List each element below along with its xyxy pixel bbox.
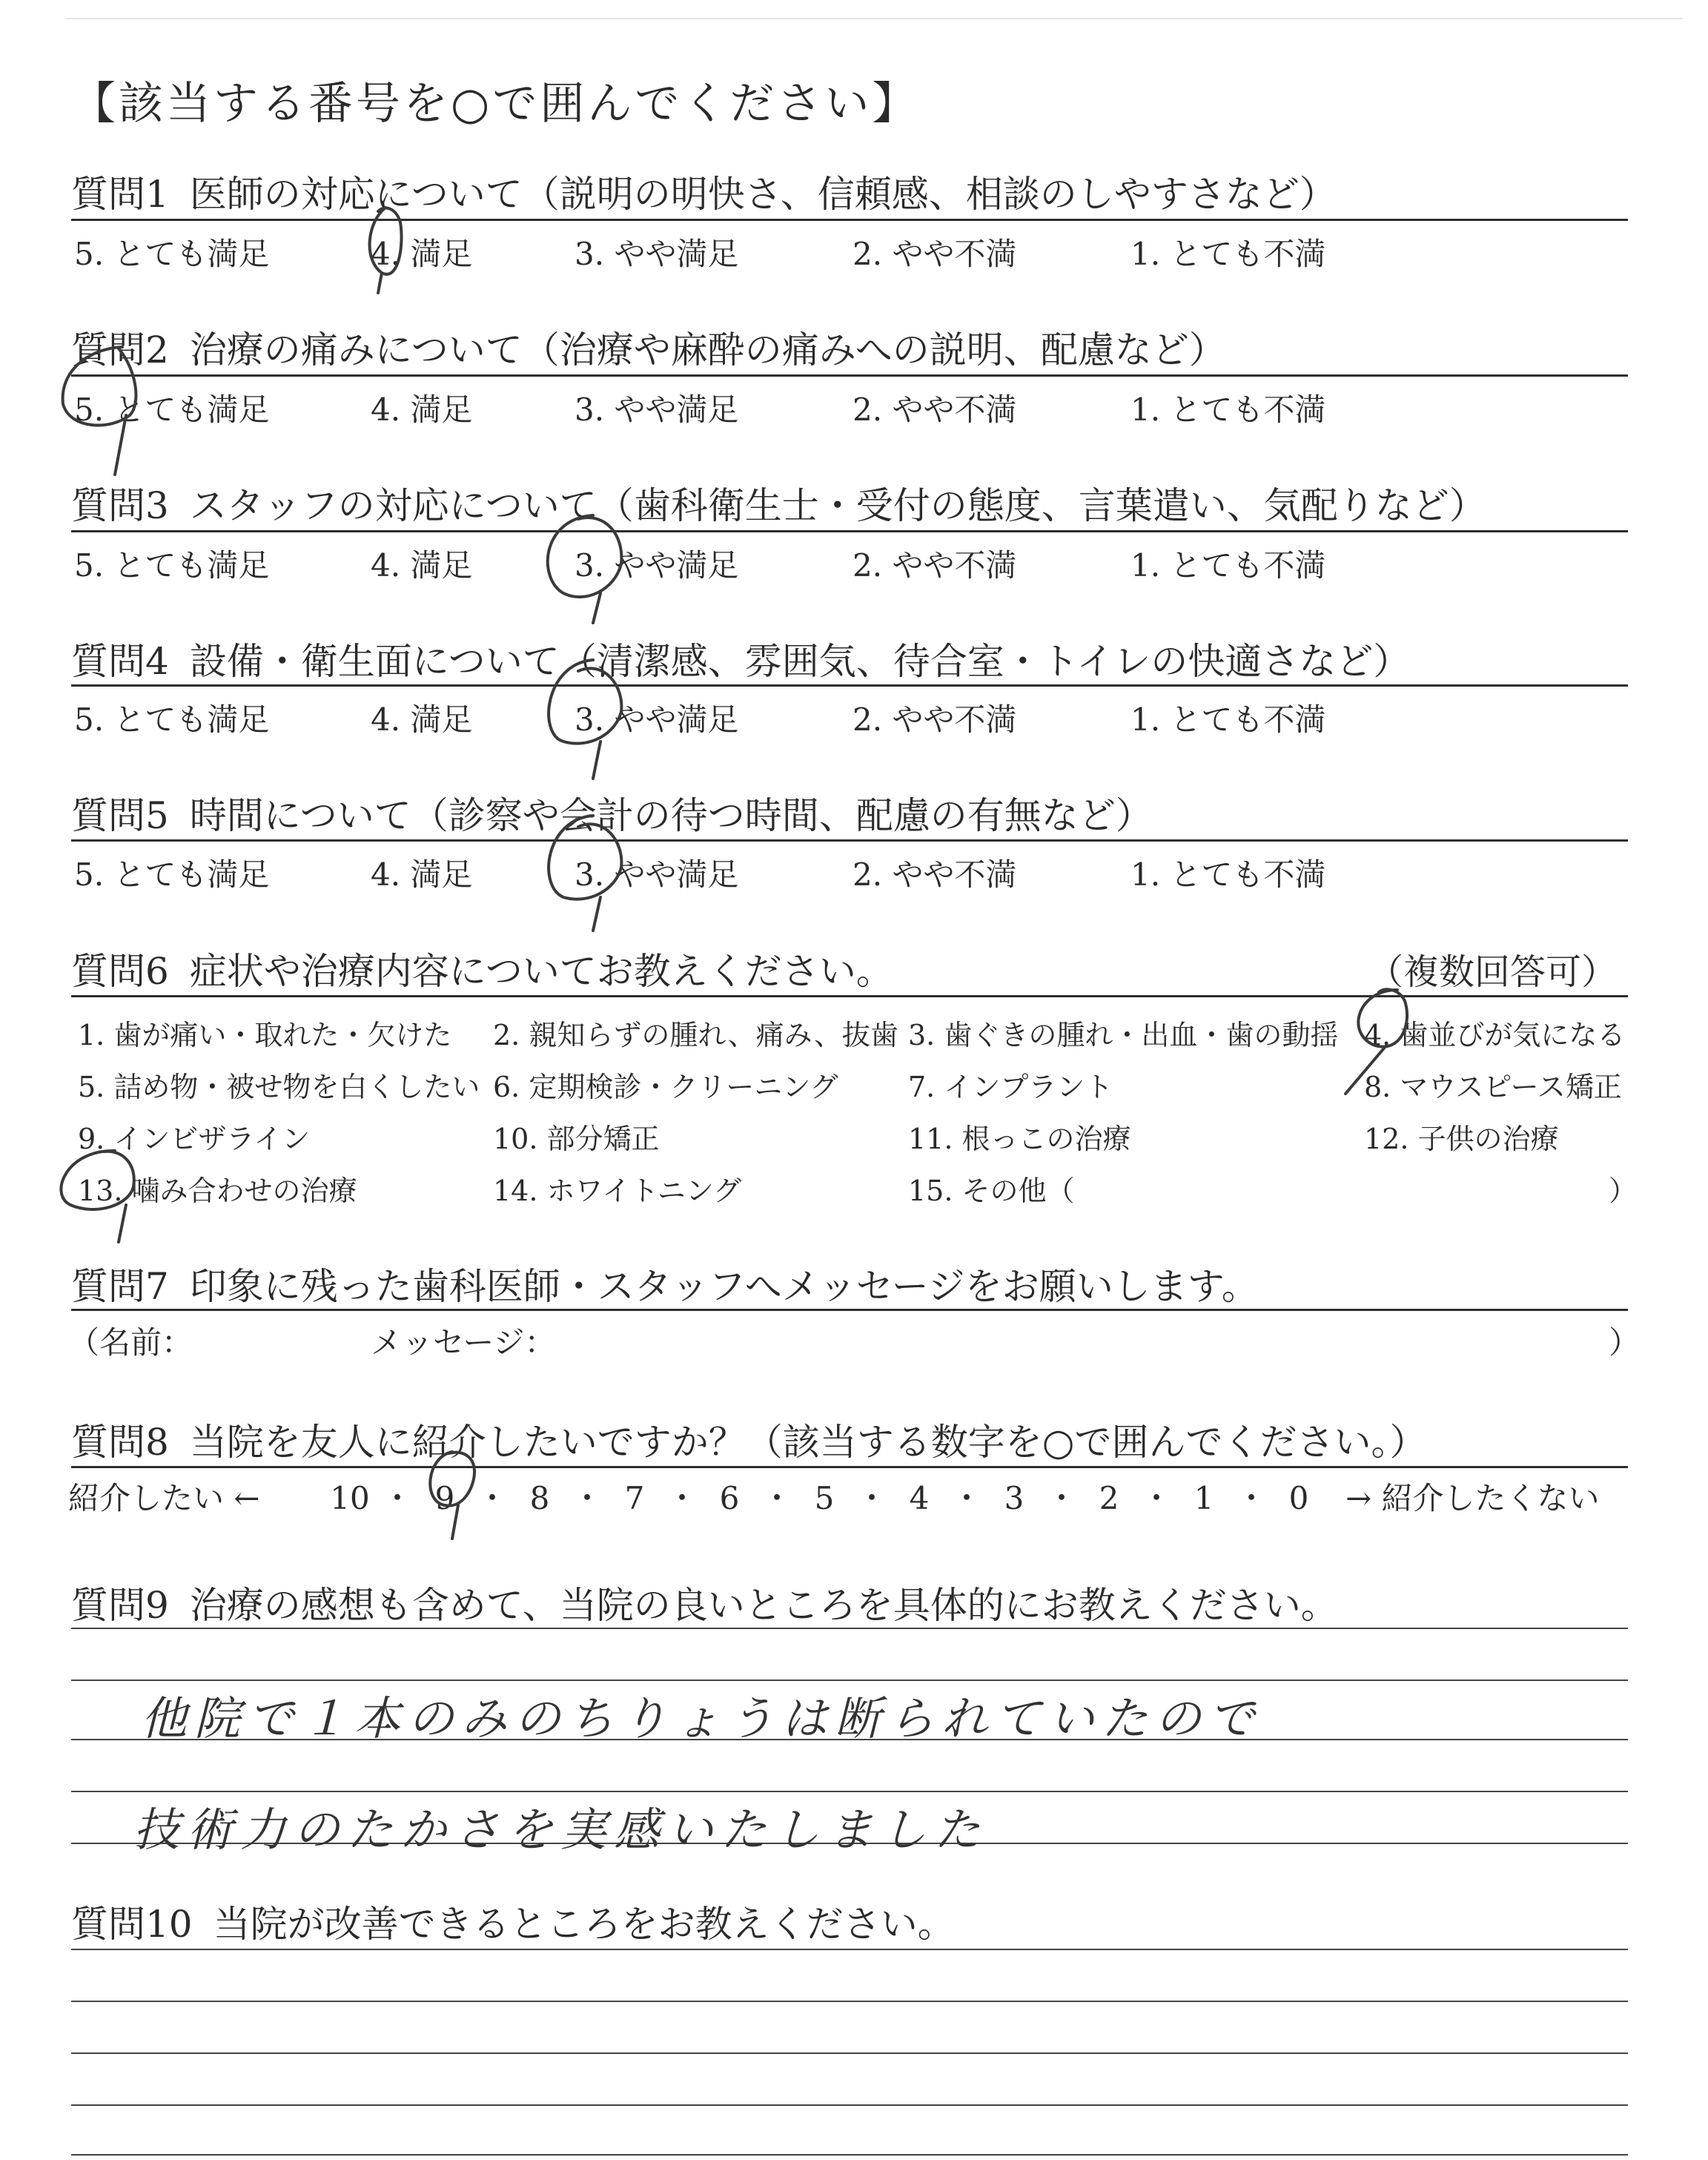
answer-line: [71, 2154, 1628, 2156]
q3-option-2[interactable]: 2. やや不満: [853, 547, 1017, 584]
question-text: 印象に残った歯科医師・スタッフへメッセージをお願いします。: [189, 1265, 1259, 1308]
scale-value-10[interactable]: 10: [330, 1480, 370, 1516]
scale-separator: ・: [1235, 1480, 1267, 1516]
form-title: 【該当する番号を○で囲んでください】: [71, 78, 920, 130]
q6-option-2[interactable]: 2. 親知らずの腫れ、痛み、抜歯: [493, 1019, 898, 1051]
q3-option-3[interactable]: 3. やや満足: [575, 547, 739, 584]
q7-close-paren: ）: [1609, 1324, 1641, 1361]
question-number: 質問6: [71, 950, 169, 993]
q1-option-1[interactable]: 1. とても不満: [1131, 236, 1326, 272]
question-number: 質問4: [71, 640, 169, 683]
question-rule: [71, 374, 1628, 377]
q2-option-1[interactable]: 1. とても不満: [1131, 392, 1326, 428]
q3-option-5[interactable]: 5. とても満足: [74, 547, 270, 584]
q1-option-2[interactable]: 2. やや不満: [853, 236, 1017, 272]
q2-option-3[interactable]: 3. やや満足: [575, 392, 739, 428]
question-10: [71, 1895, 955, 1948]
question-2: [71, 320, 1226, 374]
question-number: 質問1: [71, 173, 169, 216]
scale-separator: ・: [761, 1480, 792, 1516]
question-text: 治療の感想も含めて、当院の良いところを具体的にお教えください。: [189, 1584, 1338, 1627]
scale-separator: ・: [1140, 1480, 1172, 1516]
q5-option-3[interactable]: 3. やや満足: [575, 856, 739, 893]
q4-option-2[interactable]: 2. やや不満: [853, 701, 1017, 738]
question-6: [71, 942, 893, 995]
q4-option-3[interactable]: 3. やや満足: [575, 701, 739, 738]
q6-option-12[interactable]: 12. 子供の治療: [1364, 1123, 1559, 1155]
scale-value-1[interactable]: 1: [1194, 1480, 1214, 1516]
scale-value-9[interactable]: 9: [434, 1480, 455, 1516]
question-text: 症状や治療内容についてお教えください。: [189, 950, 893, 993]
scale-separator: ・: [1045, 1480, 1077, 1516]
q6-option-9[interactable]: 9. インビザライン: [78, 1123, 311, 1155]
q6-option-8[interactable]: 8. マウスピース矯正: [1364, 1071, 1622, 1103]
question-rule: [71, 684, 1628, 687]
question-1: [71, 165, 1337, 218]
question-9: [71, 1576, 1338, 1629]
question-number: 質問9: [71, 1584, 169, 1627]
scale-separator: ・: [476, 1480, 508, 1516]
answer-line: [71, 2001, 1628, 2002]
question-number: 質問3: [71, 484, 169, 527]
q4-option-1[interactable]: 1. とても不満: [1131, 701, 1326, 738]
question-rule: [71, 839, 1628, 842]
recommend-scale: [326, 1474, 1323, 1519]
recommend-right-label: → 紹介したくない: [1345, 1480, 1600, 1516]
page-top-edge: [67, 18, 1683, 19]
question-number: 質問8: [71, 1421, 169, 1464]
q4-option-4[interactable]: 4. 満足: [371, 701, 473, 738]
multiple-answer-note: （複数回答可）: [1368, 951, 1618, 993]
answer-line: [71, 1949, 1628, 1950]
question-rule: [71, 1466, 1628, 1468]
q6-other-close-paren: ）: [1609, 1175, 1638, 1207]
scale-value-2[interactable]: 2: [1099, 1480, 1119, 1516]
question-rule: [71, 219, 1628, 221]
handwritten-answer-line-1: 他院で１本のみのちりょうは断られていたので: [141, 1691, 1262, 1745]
scale-separator: ・: [666, 1480, 698, 1516]
name-label: （名前：: [68, 1324, 193, 1361]
question-5: [71, 786, 1153, 839]
q3-option-4[interactable]: 4. 満足: [371, 547, 473, 584]
q3-option-1[interactable]: 1. とても不満: [1131, 547, 1326, 584]
question-number: 質問5: [71, 794, 169, 837]
q1-option-4[interactable]: 4. 満足: [371, 236, 473, 272]
q6-option-15[interactable]: 15. その他（: [908, 1175, 1075, 1207]
scale-value-5[interactable]: 5: [814, 1480, 835, 1516]
scale-value-8[interactable]: 8: [529, 1480, 550, 1516]
message-label: メッセージ：: [371, 1324, 556, 1361]
q6-option-1[interactable]: 1. 歯が痛い・取れた・欠けた: [78, 1019, 452, 1051]
question-text: スタッフの対応について（歯科衛生士・受付の態度、言葉遣い、気配りなど）: [189, 484, 1486, 527]
q6-option-14[interactable]: 14. ホワイトニング: [493, 1175, 742, 1207]
q6-option-10[interactable]: 10. 部分矯正: [493, 1123, 660, 1155]
scale-separator: ・: [855, 1480, 887, 1516]
scale-separator: ・: [381, 1480, 413, 1516]
answer-line: [71, 2104, 1628, 2106]
question-8: [71, 1413, 1426, 1466]
q5-option-4[interactable]: 4. 満足: [371, 856, 473, 893]
scale-value-7[interactable]: 7: [624, 1480, 645, 1516]
question-text: 設備・衛生面について（清潔感、雰囲気、待合室・トイレの快適さなど）: [189, 640, 1411, 683]
answer-line: [71, 1628, 1628, 1629]
q2-option-5[interactable]: 5. とても満足: [74, 392, 270, 428]
answer-line: [71, 2052, 1628, 2054]
q1-option-3[interactable]: 3. やや満足: [575, 236, 739, 272]
q6-option-7[interactable]: 7. インプラント: [908, 1071, 1113, 1103]
answer-line: [71, 1791, 1628, 1792]
question-number: 質問7: [71, 1265, 169, 1308]
q6-option-11[interactable]: 11. 根っこの治療: [908, 1123, 1131, 1155]
q1-option-5[interactable]: 5. とても満足: [74, 236, 270, 272]
question-text: 当院を友人に紹介したいですか？（該当する数字を○で囲んでください。）: [189, 1421, 1427, 1464]
question-text: 当院が改善できるところをお教えください。: [213, 1903, 955, 1946]
q6-option-13[interactable]: 13. 噛み合わせの治療: [78, 1175, 357, 1207]
q2-option-4[interactable]: 4. 満足: [371, 392, 473, 428]
question-text: 時間について（診察や会計の待つ時間、配慮の有無など）: [189, 794, 1153, 837]
question-4: [71, 632, 1410, 685]
question-text: 治療の痛みについて（治療や麻酔の痛みへの説明、配慮など）: [189, 328, 1226, 371]
question-number: 質問2: [71, 328, 169, 371]
question-rule: [71, 1309, 1628, 1311]
recommend-left-label: 紹介したい ←: [68, 1480, 260, 1516]
question-7: [71, 1257, 1259, 1310]
question-3: [71, 476, 1486, 529]
q6-option-5[interactable]: 5. 詰め物・被せ物を白くしたい: [78, 1071, 480, 1103]
q5-option-1[interactable]: 1. とても不満: [1131, 856, 1326, 893]
question-rule: [71, 530, 1628, 532]
q5-option-5[interactable]: 5. とても満足: [74, 856, 270, 893]
q5-option-2[interactable]: 2. やや不満: [853, 856, 1017, 893]
scale-value-6[interactable]: 6: [719, 1480, 740, 1516]
q2-option-2[interactable]: 2. やや不満: [853, 392, 1017, 428]
question-rule: [71, 995, 1628, 997]
question-number: 質問10: [71, 1903, 193, 1946]
q6-option-3[interactable]: 3. 歯ぐきの腫れ・出血・歯の動揺: [908, 1019, 1339, 1051]
scale-separator: ・: [950, 1480, 982, 1516]
scale-separator: ・: [571, 1480, 603, 1516]
q6-option-6[interactable]: 6. 定期検診・クリーニング: [493, 1071, 838, 1103]
question-text: 医師の対応について（説明の明快さ、信頼感、相談のしやすさなど）: [189, 173, 1337, 216]
scale-value-4[interactable]: 4: [909, 1480, 930, 1516]
scale-value-3[interactable]: 3: [1004, 1480, 1025, 1516]
q6-option-4[interactable]: 4. 歯並びが気になる: [1364, 1019, 1626, 1051]
handwritten-answer-line-2: 技術力のたかさを実感いたしました: [133, 1803, 988, 1857]
scale-value-0[interactable]: 0: [1288, 1480, 1309, 1516]
answer-line: [71, 1680, 1628, 1681]
q4-option-5[interactable]: 5. とても満足: [74, 701, 270, 738]
